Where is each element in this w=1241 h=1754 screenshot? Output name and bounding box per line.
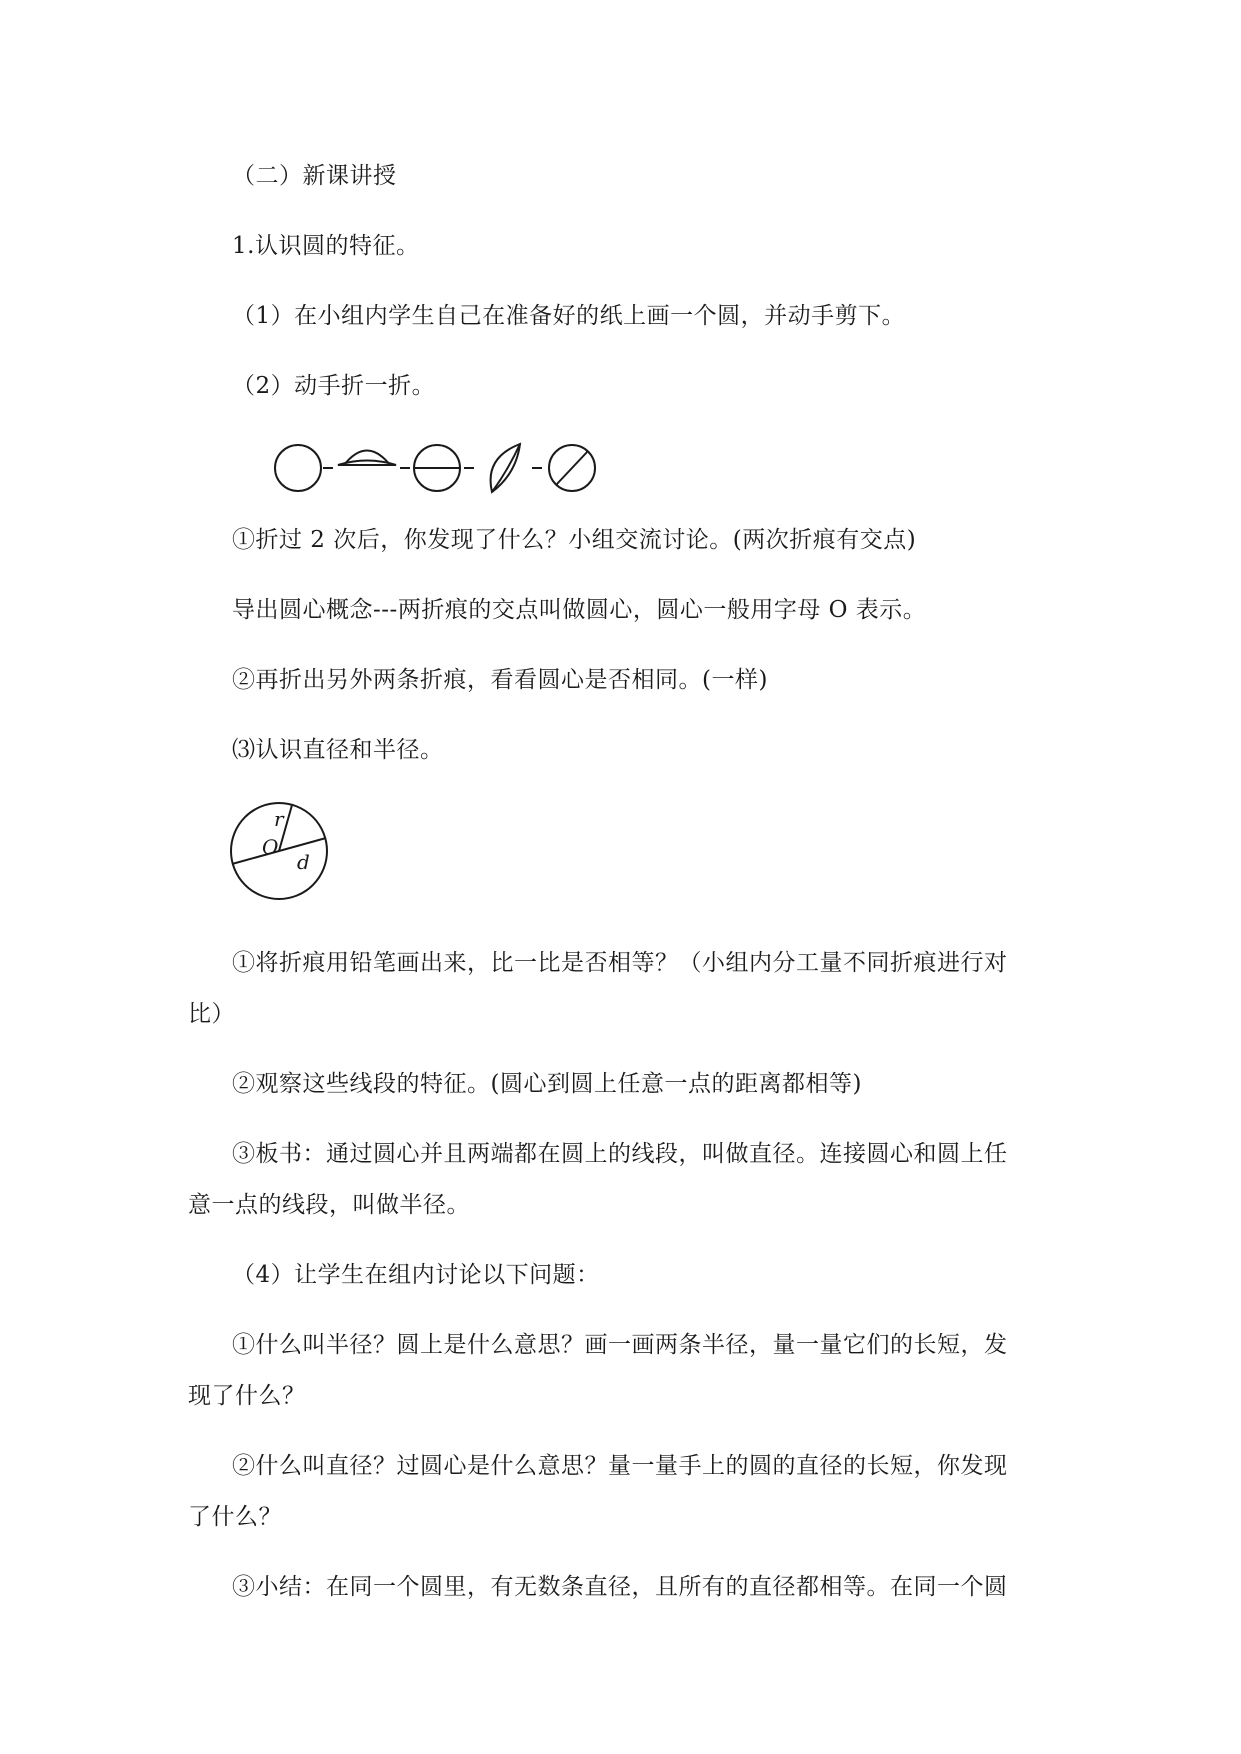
observe-segments: ②观察这些线段的特征。(圆心到圆上任意一点的距离都相等) bbox=[232, 1071, 862, 1097]
topic-title: 1.认识圆的特征。 bbox=[232, 233, 420, 259]
radius-label: r bbox=[274, 807, 284, 831]
board-definition-line2: 意一点的线段，叫做半径。 bbox=[188, 1192, 470, 1218]
compare-creases-line1: ①将折痕用铅笔画出来，比一比是否相等？（小组内分工量不同折痕进行对 bbox=[232, 950, 1008, 976]
question-fold-twice: ①折过 2 次后，你发现了什么？小组交流讨论。(两次折痕有交点) bbox=[232, 527, 917, 553]
board-definition-line1: ③板书：通过圆心并且两端都在圆上的线段，叫做直径。连接圆心和圆上任 bbox=[232, 1141, 1008, 1167]
center-label: O bbox=[262, 835, 279, 859]
compare-creases-line2: 比） bbox=[188, 1001, 235, 1027]
question-center-same: ②再折出另外两条折痕，看看圆心是否相同。(一样) bbox=[232, 667, 768, 693]
folding-sequence-figure bbox=[270, 430, 610, 500]
step-fold: （2）动手折一折。 bbox=[232, 373, 436, 399]
section-heading: （二）新课讲授 bbox=[232, 163, 397, 189]
radius-question-line1: ①什么叫半径？圆上是什么意思？画一画两条半径，量一量它们的长短，发 bbox=[232, 1332, 1008, 1358]
full-circle-shape bbox=[275, 445, 321, 491]
step-diameter-radius: ⑶认识直径和半径。 bbox=[232, 737, 444, 763]
summary-line1: ③小结：在同一个圆里，有无数条直径，且所有的直径都相等。在同一个圆 bbox=[232, 1574, 1008, 1600]
diameter-question-line2: 了什么？ bbox=[188, 1504, 282, 1530]
step-draw-circle: （1）在小组内学生自己在准备好的纸上画一个圆，并动手剪下。 bbox=[232, 303, 906, 329]
diameter-label: d bbox=[297, 850, 310, 874]
radius-question-line2: 现了什么？ bbox=[188, 1383, 306, 1409]
radius-diameter-figure bbox=[224, 796, 334, 906]
diameter-question-line1: ②什么叫直径？过圆心是什么意思？量一量手上的圆的直径的长短，你发现 bbox=[232, 1453, 1008, 1479]
center-concept: 导出圆心概念---两折痕的交点叫做圆心，圆心一般用字母 O 表示。 bbox=[232, 597, 927, 623]
step-discussion: （4）让学生在组内讨论以下问题： bbox=[232, 1262, 600, 1288]
